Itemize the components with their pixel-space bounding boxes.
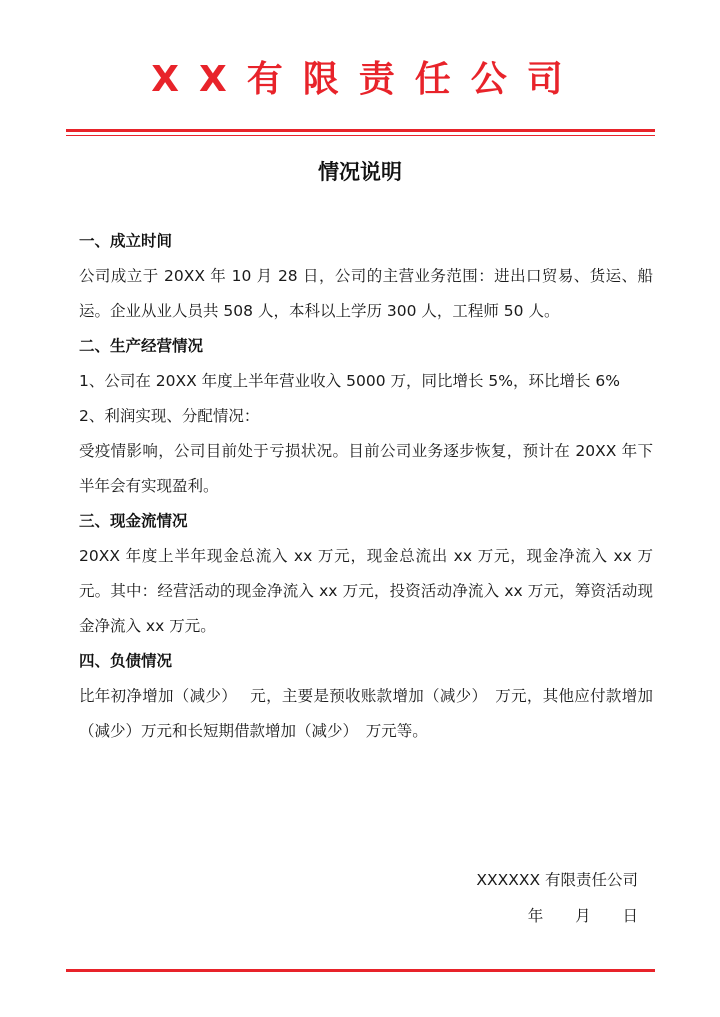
signature-company: XXXXXX 有限责任公司 [476, 871, 638, 889]
section-heading-liabilities: 四、负债情况 [79, 652, 173, 670]
section-heading-cashflow: 三、现金流情况 [79, 512, 188, 530]
section-paragraph: 公司成立于 20XX 年 10 月 28 日，公司的主营业务范围：进出口贸易、货运、船运。企业从业人员共 508 人，本科以上学历 300 人，工程师 50 人。 [79, 267, 653, 320]
date-year: 年 [527, 907, 544, 925]
section-paragraph: 20XX 年度上半年现金总流入 xx 万元，现金总流出 xx 万元，现金净流入 xx 万元。其中：经营活动的现金净流入 xx 万元，投资活动净流入 xx 万元，筹资活动现金净流入 xx 万元。 [79, 547, 653, 635]
header-rule-thick [66, 129, 655, 132]
footer-rule [66, 969, 655, 972]
signature-date [476, 898, 638, 934]
section-heading-establishment: 一、成立时间 [79, 232, 173, 250]
section-paragraph: 比年初净增加（减少） 元，主要是预收账款增加（减少） 万元，其他应付款增加（减少）万元和长短期借款增加（减少） 万元等。 [79, 687, 653, 740]
header-rule-thin [66, 135, 655, 136]
date-month: 月 [575, 907, 591, 925]
document-body [79, 224, 653, 749]
section-heading-operations: 二、生产经营情况 [79, 337, 204, 355]
signature-block [476, 862, 638, 934]
section-paragraph: 2、利润实现、分配情况： [79, 407, 260, 425]
document-title: 情况说明 [318, 160, 402, 184]
company-name-header: XX有限责任公司 [151, 59, 583, 100]
date-day: 日 [622, 907, 638, 925]
section-paragraph: 1、公司在 20XX 年度上半年营业收入 5000 万，同比增长 5%，环比增长 6% [79, 372, 621, 390]
section-paragraph: 受疫情影响，公司目前处于亏损状况。目前公司业务逐步恢复，预计在 20XX 年下半年会有实现盈利。 [79, 442, 653, 495]
